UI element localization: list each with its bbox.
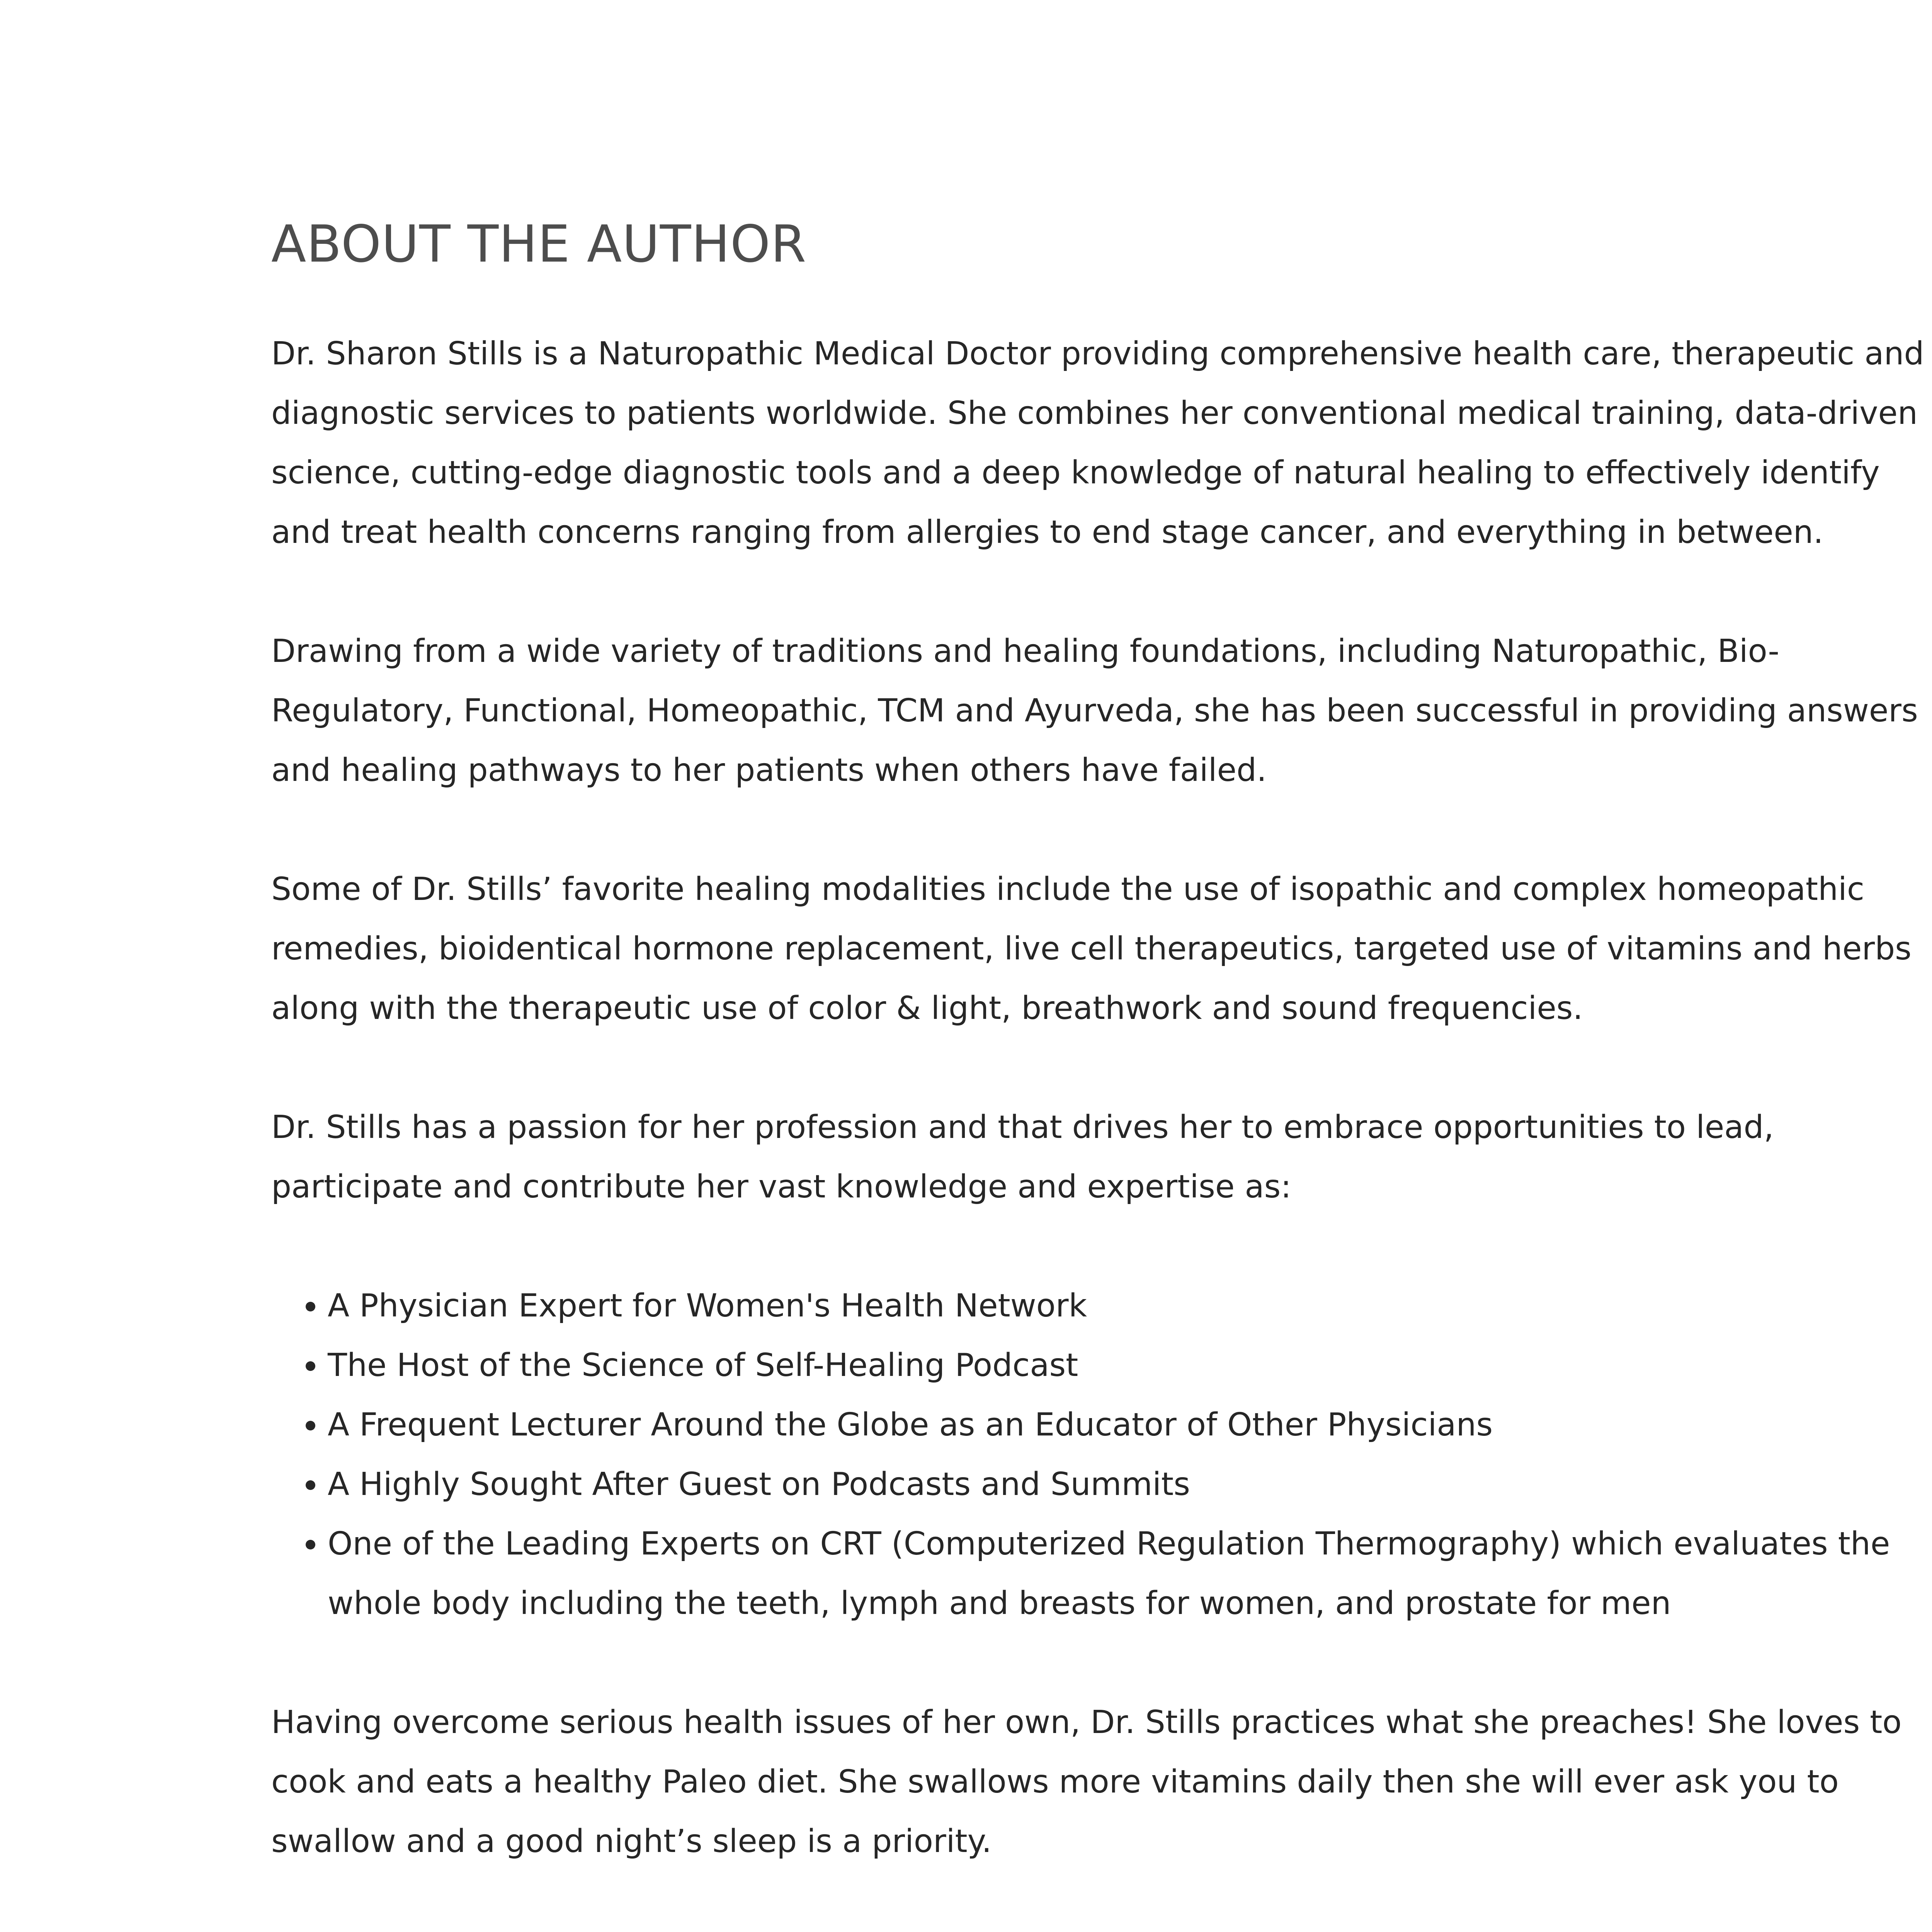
bio-paragraph-5: Having overcome serious health issues of her own, Dr. Stills practices what she preaches! She loves to cook and eats a healthy Paleo diet. She swallows more vitamins daily then she will ever ask you to swallow and a good night’s sleep is a priority. xyxy=(271,1704,1902,1860)
page-title: ABOUT THE AUTHOR xyxy=(271,214,807,274)
expertise-list xyxy=(271,1276,1932,1633)
bio-paragraph-2: Drawing from a wide variety of traditions and healing foundations, including Naturopathic, Bio-Regulatory, Functional, Homeopathic, TCM and Ayurveda, she has been successful in providing answers and healing pathways to her patients when others have failed. xyxy=(271,633,1918,789)
list-item: • One of the Leading Experts on CRT (Computerized Regulation Thermography) which evaluates the whole body including the teeth, lymph and breasts for women, and prostate for men xyxy=(328,1514,1932,1633)
bio-paragraph-1: Dr. Sharon Stills is a Naturopathic Medical Doctor providing comprehensive health care, therapeutic and diagnostic services to patients worldwide. She combines her conventional medical training, data-driven science, cutting-edge diagnostic tools and a deep knowledge of natural healing to effectively identify and treat health concerns ranging from allergies to end stage cancer, and everything in between. xyxy=(271,335,1924,551)
list-item: • The Host of the Science of Self-Healing Podcast xyxy=(328,1336,1932,1395)
list-item: • A Highly Sought After Guest on Podcasts and Summits xyxy=(328,1455,1932,1514)
bio-paragraph-3: Some of Dr. Stills’ favorite healing modalities include the use of isopathic and complex homeopathic remedies, bioidentical hormone replacement, live cell therapeutics, targeted use of vitamins and herbs along with the therapeutic use of color & light, breathwork and sound frequencies. xyxy=(271,871,1912,1027)
bio-paragraph-4: Dr. Stills has a passion for her profession and that drives her to embrace opportunities to lead, participate and contribute her vast knowledge and expertise as: xyxy=(271,1109,1774,1206)
about-section xyxy=(271,216,1932,1932)
list-item: • A Frequent Lecturer Around the Globe as an Educator of Other Physicians xyxy=(328,1395,1932,1455)
list-item: • A Physician Expert for Women's Health Network xyxy=(328,1276,1932,1336)
